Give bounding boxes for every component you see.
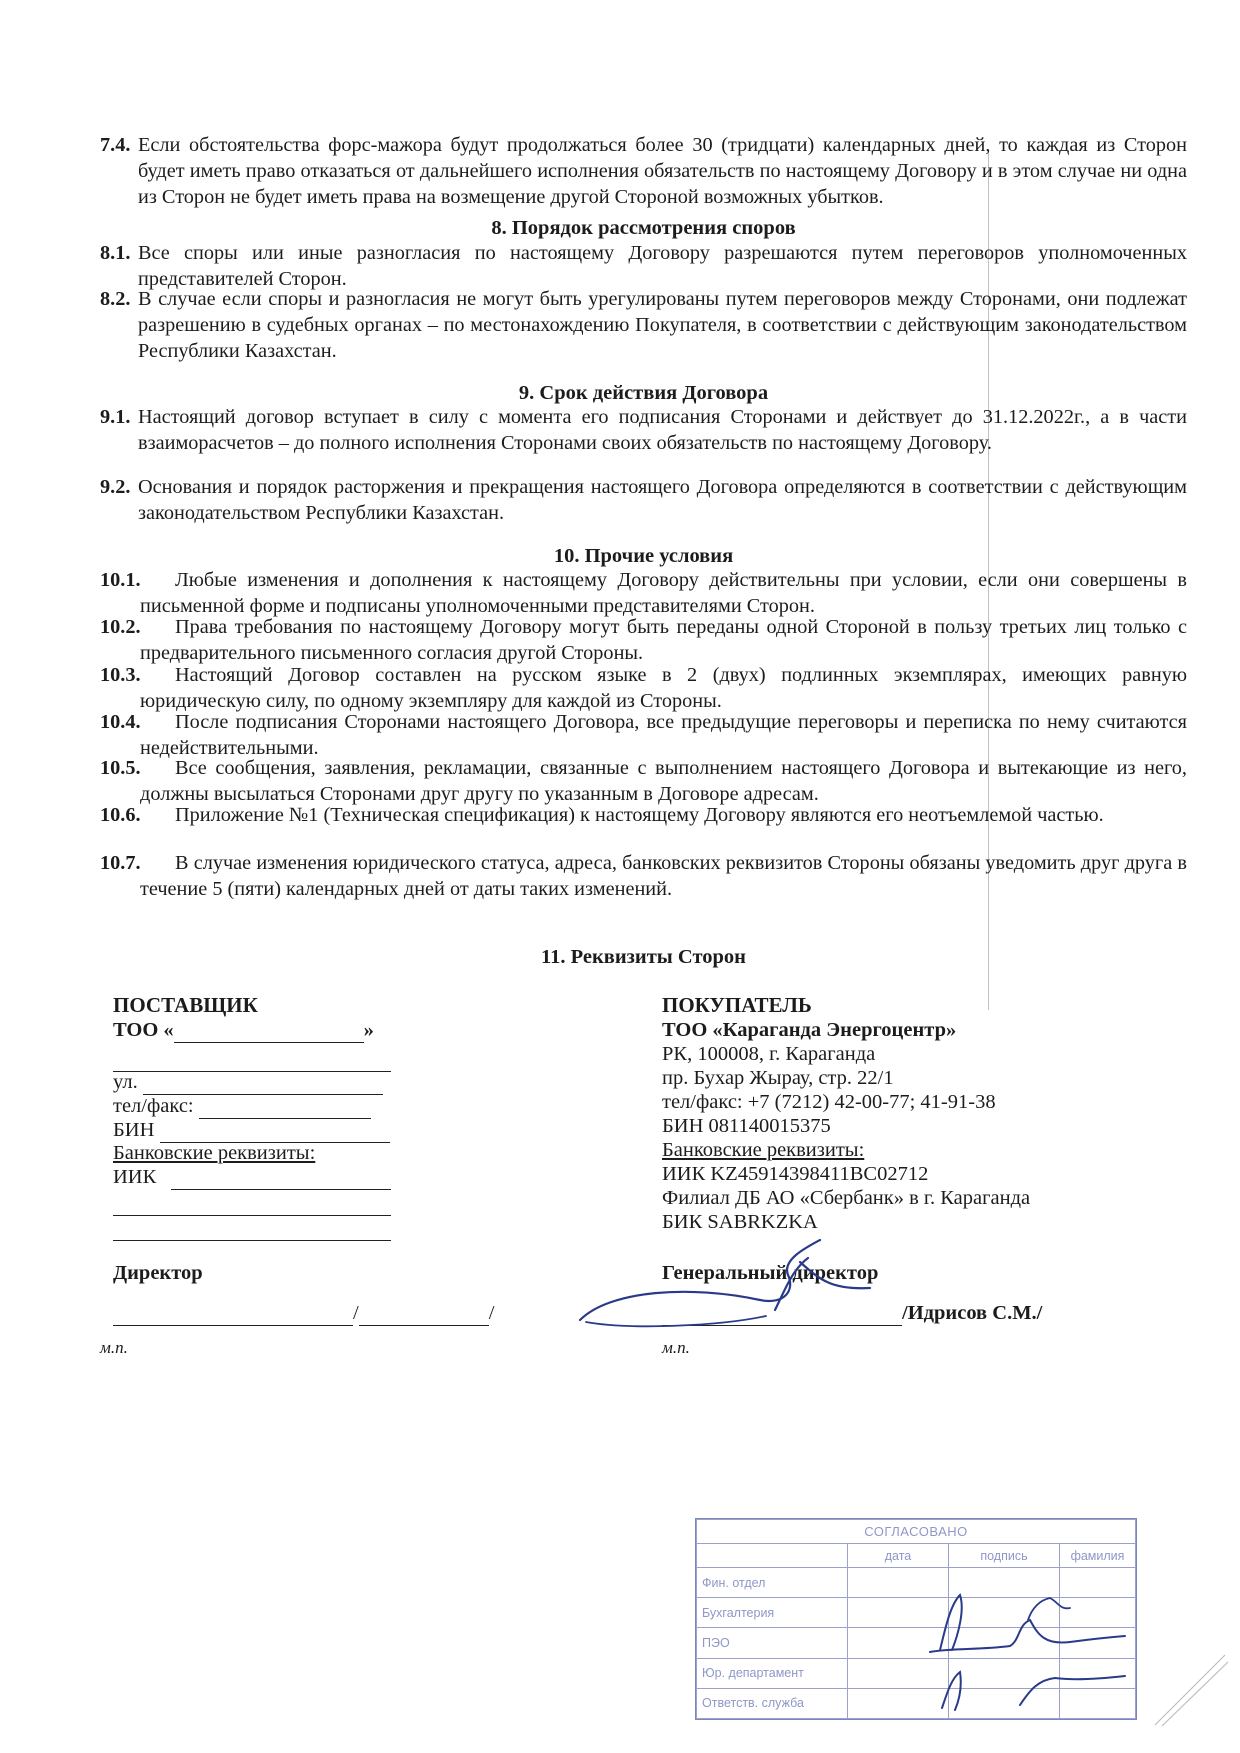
clause-9-1 [100, 404, 1187, 456]
clause-text: Права требования по настоящему Договору могут быть переданы одной Стороной в пользу третьих лиц только с предварительного письменного согласия другой Стороны. [140, 616, 1187, 664]
buyer-stamp-place: м.п. [662, 1338, 690, 1357]
clause-text: Любые изменения и дополнения к настоящему Договору действительны при условии, если они совершены в письменной форме и подписаны уполномоченными представителями Сторон. [140, 569, 1187, 617]
supplier-stamp-place: м.п. [100, 1338, 128, 1357]
clause-text: В случае изменения юридического статуса, адреса, банковских реквизитов Стороны обязаны уведомить друг друга в течение 5 (пяти) календарных дней от даты таких изменений. [140, 852, 1187, 900]
clause-10-5 [100, 755, 1187, 807]
clause-text: Настоящий договор вступает в силу с момента его подписания Сторонами и действует до 31.12.2022г., а в части взаиморасчетов – до полного исполнения Сторонами своих обязательств по настоящему Договору. [138, 406, 1187, 454]
buyer-bank-label: Банковские реквизиты: [662, 1139, 865, 1161]
clause-text: Все споры или иные разногласия по настоящему Договору разрешаются путем переговоров уполномоченных представителей Сторон. [138, 242, 1187, 290]
clause-number: 10.1. [100, 569, 141, 591]
approval-row-label: Фин. отдел [697, 1568, 848, 1598]
clause-number: 10.7. [100, 852, 141, 874]
clause-text: Основания и порядок расторжения и прекращения настоящего Договора определяются в соответствии с действующим законодательством Республики Казахстан. [138, 476, 1187, 524]
clause-10-7 [100, 850, 1187, 902]
clause-9-2 [100, 474, 1187, 526]
buyer-address-2: пр. Бухар Жырау, стр. 22/1 [662, 1067, 894, 1089]
clause-text: Все сообщения, заявления, рекламации, связанные с выполнением настоящего Договора и вытекающие из него, должны высылаться Сторонами друг другу по указанным в Договоре адресам. [140, 757, 1187, 805]
director-signature [570, 1230, 890, 1340]
clause-number: 10.2. [100, 616, 141, 638]
clause-text: Если обстоятельства форс-мажора будут продолжаться более 30 (тридцати) календарных дней, то каждая из Сторон будет иметь право отказаться от дальнейшего исполнения обязательств по настоящему Договору и в этом случае ни одна из Сторон не будет иметь права на возмещение другой Стороной возможных убытков. [138, 134, 1187, 208]
approval-row-label: ПЭО [697, 1628, 848, 1658]
supplier-phone [113, 1093, 371, 1119]
buyer-role: Генеральный директор [662, 1262, 879, 1284]
supplier-org [113, 1017, 374, 1043]
clause-number: 8.2. [100, 288, 131, 310]
supplier-bin-label: БИН [113, 1119, 155, 1141]
approval-row-label: Юр. департамент [697, 1658, 848, 1688]
section-heading-9: 9. Срок действия Договора [518, 382, 769, 404]
supplier-title: ПОСТАВЩИК [113, 993, 258, 1017]
approval-signatures [920, 1580, 1140, 1720]
supplier-org-prefix: ТОО « [113, 1019, 174, 1041]
supplier-role: Директор [113, 1262, 203, 1284]
buyer-bin: БИН 081140015375 [662, 1115, 831, 1137]
clause-10-2 [100, 614, 1187, 666]
buyer-title: ПОКУПАТЕЛЬ [662, 993, 812, 1017]
approval-row-label: Ответств. служба [697, 1688, 848, 1718]
supplier-street-label: ул. [113, 1071, 138, 1093]
buyer-signer: /Идрисов С.М./ [902, 1302, 1043, 1324]
clause-number: 7.4. [100, 134, 131, 156]
buyer-iik: ИИК KZ45914398411BC02712 [662, 1163, 929, 1185]
clause-text: Приложение №1 (Техническая спецификация) к настоящему Договору являются его неотъемлемой частью. [175, 804, 1104, 826]
buyer-org: ТОО «Караганда Энергоцентр» [662, 1019, 957, 1041]
supplier-bank-label: Банковские реквизиты: [113, 1142, 316, 1164]
supplier-signature-line[interactable]: / / [113, 1300, 494, 1326]
supplier-iik-label: ИИК [113, 1166, 157, 1188]
approval-col-name: фамилия [1060, 1544, 1136, 1568]
section-heading-10: 10. Прочие условия [553, 545, 734, 567]
buyer-bik: БИК SABRKZKA [662, 1211, 818, 1233]
supplier-iik [113, 1164, 391, 1190]
supplier-phone-label: тел/факс: [113, 1095, 194, 1117]
clause-text: Настоящий Договор составлен на русском языке в 2 (двух) подлинных экземплярах, имеющих равную юридическую силу, по одному экземпляру для каждой из Стороны. [140, 664, 1187, 712]
approval-col-sign: подпись [949, 1544, 1060, 1568]
clause-10-6 [100, 802, 1187, 828]
clause-text: После подписания Сторонами настоящего Договора, все предыдущие переговоры и переписка по нему считаются недействительными. [140, 711, 1187, 759]
clause-number: 10.5. [100, 757, 141, 779]
supplier-street [113, 1069, 383, 1095]
clause-number: 10.3. [100, 664, 141, 686]
clause-number: 10.4. [100, 711, 141, 733]
clause-10-4 [100, 709, 1187, 761]
supplier-org-blank[interactable] [174, 1042, 364, 1043]
clause-text: В случае если споры и разногласия не могут быть урегулированы путем переговоров между Сторонами, они подлежат разрешению в судебных органах – по местонахождению Покупателя, в соответствии с действующим законодательством Республики Казахстан. [138, 288, 1187, 362]
clause-number: 10.6. [100, 804, 141, 826]
buyer-address-1: РК, 100008, г. Караганда [662, 1043, 876, 1065]
clause-10-1 [100, 567, 1187, 619]
approval-col-date: дата [848, 1544, 949, 1568]
clause-number: 8.1. [100, 242, 131, 264]
approval-corner [697, 1544, 848, 1568]
clause-8-1 [100, 240, 1187, 292]
section-heading-8: 8. Порядок рассмотрения споров [491, 217, 796, 239]
clause-number: 9.2. [100, 476, 131, 498]
supplier-org-suffix: » [363, 1019, 374, 1041]
supplier-line-blank-2[interactable] [113, 1190, 391, 1216]
clause-10-3 [100, 662, 1187, 714]
section-heading-11: 11. Реквизиты Сторон [541, 946, 746, 968]
clause-number: 9.1. [100, 406, 131, 428]
buyer-phone: тел/факс: +7 (7212) 42-00-77; 41-91-38 [662, 1091, 996, 1113]
buyer-bank: Филиал ДБ АО «Сбербанк» в г. Караганда [662, 1187, 1031, 1209]
approval-row-label: Бухгалтерия [697, 1598, 848, 1628]
approval-title: СОГЛАСОВАНО [697, 1520, 1136, 1544]
pencil-mark [1150, 1650, 1230, 1730]
clause-8-2 [100, 286, 1187, 364]
supplier-line-blank-3[interactable] [113, 1215, 391, 1241]
clause-7-4 [100, 132, 1187, 210]
